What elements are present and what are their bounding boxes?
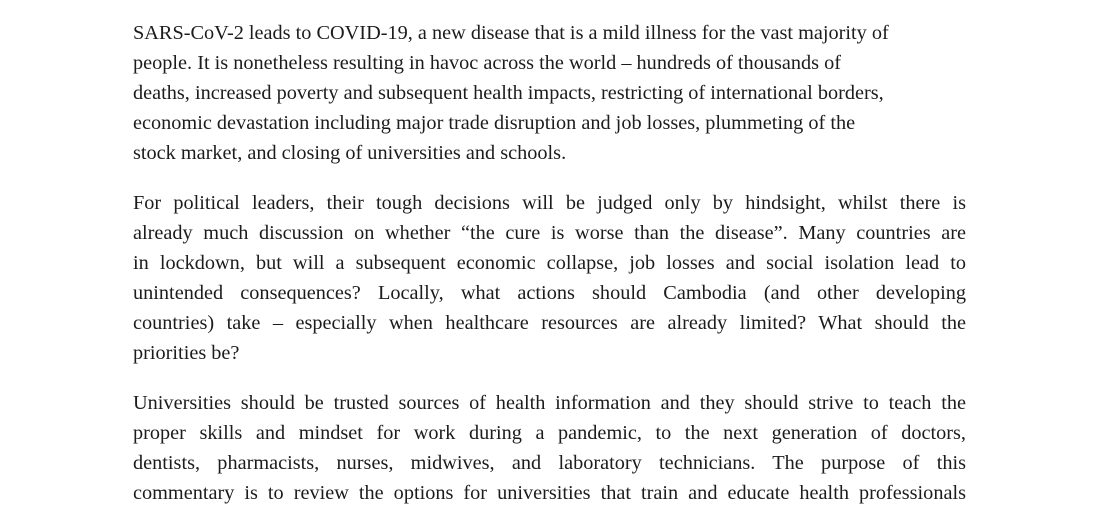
paragraph-line: commentary is to review the options for universities that train and educate health professionals [133,482,966,504]
paragraph-line: deaths, increased poverty and subsequent health impacts, restricting of international borders, [133,82,884,104]
paragraph-line: stock market, and closing of universities and schools. [133,142,567,164]
paragraph-line: dentists, pharmacists, nurses, midwives, and laboratory technicians. The purpose of this [133,452,966,474]
paragraph-line: unintended consequences? Locally, what actions should Cambodia (and other developing [133,282,966,304]
paragraph-line: countries) take – especially when healthcare resources are already limited? What should the [133,312,966,334]
paragraph-line: in lockdown, but will a subsequent economic collapse, job losses and social isolation lead to [133,252,966,274]
paragraph-1 [133,18,966,168]
paragraph-2 [133,188,966,368]
paragraph-line: priorities be? [133,342,240,364]
document-body [133,18,966,508]
paragraph-line: people. It is nonetheless resulting in havoc across the world – hundreds of thousands of [133,52,842,74]
paragraph-line: proper skills and mindset for work during a pandemic, to the next generation of doctors, [133,422,966,444]
paragraph-line: Universities should be trusted sources of health information and they should strive to teach the [133,392,966,414]
paragraph-line: already much discussion on whether “the cure is worse than the disease”. Many countries are [133,222,966,244]
paragraph-3 [133,388,966,508]
paragraph-line: SARS-CoV-2 leads to COVID-19, a new disease that is a mild illness for the vast majority of [133,22,889,44]
paragraph-line: For political leaders, their tough decisions will be judged only by hindsight, whilst there is [133,192,966,214]
paragraph-line: economic devastation including major trade disruption and job losses, plummeting of the [133,112,856,134]
